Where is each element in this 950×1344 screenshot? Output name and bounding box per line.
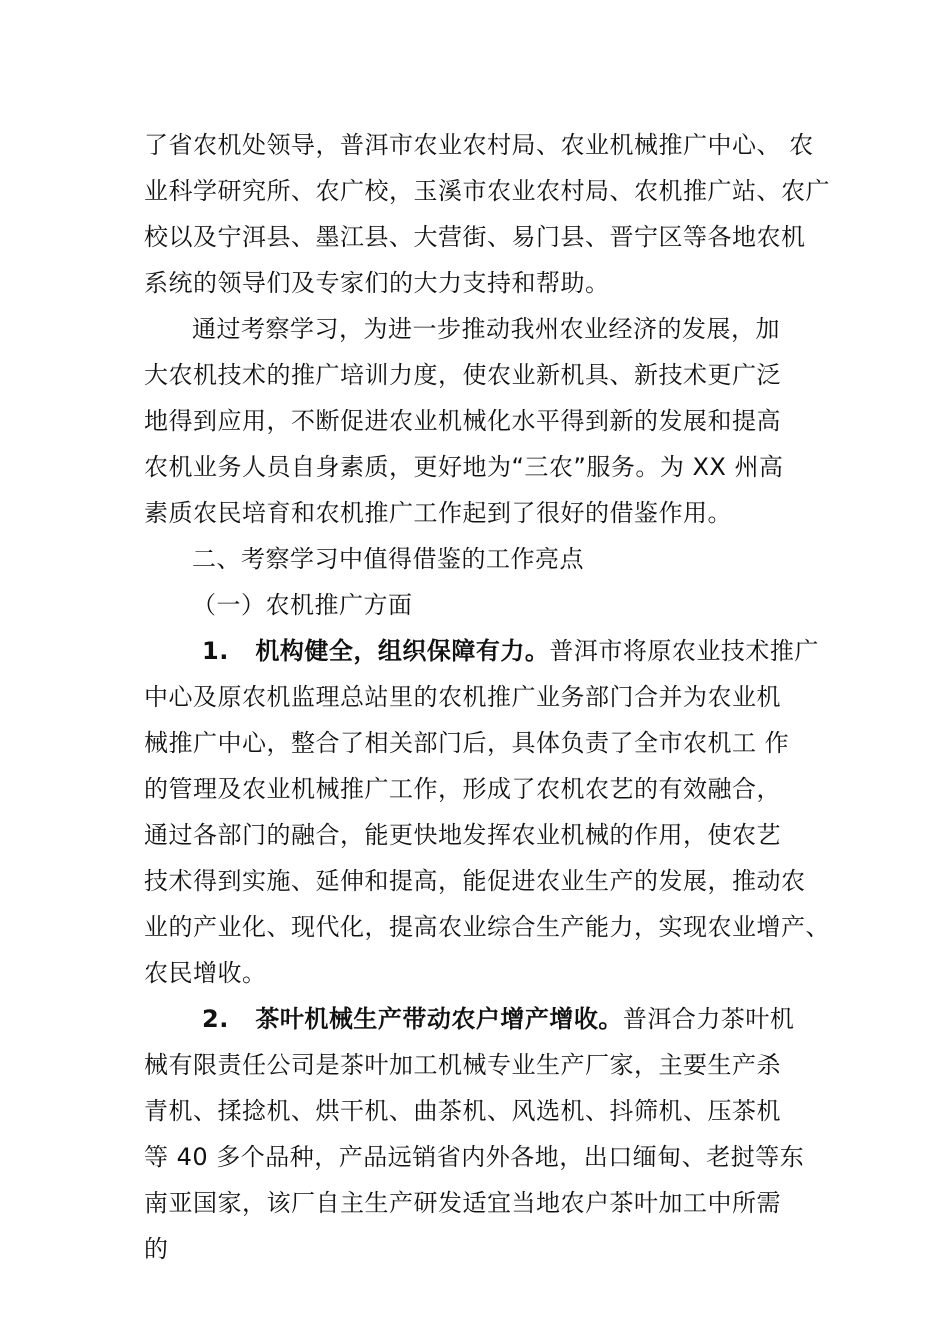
item-1-line: 业的产业化、现代化，提高农业综合生产能力，实现农业增产、 bbox=[144, 913, 830, 941]
item-1-line: 通过各部门的融合，能更快地发挥农业机械的作用，使农艺 bbox=[144, 821, 781, 849]
paragraph-1-line-3: 校以及宁洱县、墨江县、大营街、易门县、晋宁区等各地农机 bbox=[144, 223, 806, 251]
item-1-text-start: 普洱市将原农业技术推广 bbox=[549, 637, 819, 665]
paragraph-2-line-4: 农机业务人员自身素质，更好地为“三农”服务。为 XX 州高 bbox=[144, 453, 784, 481]
paragraph-1-line-1: 了省农机处领导，普洱市农业农村局、农业机械推广中心、 农 bbox=[144, 131, 814, 159]
item-1-first-line bbox=[202, 628, 819, 674]
item-1-line: 中心及原农机监理总站里的农机推广业务部门合并为农业机 bbox=[144, 683, 781, 711]
item-2-line: 南亚国家，该厂自主生产研发适宜当地农户茶叶加工中所需 bbox=[144, 1189, 781, 1217]
item-1-title: 1. 机构健全，组织保障有力。 bbox=[202, 637, 550, 665]
item-2-line: 等 40 多个品种，产品远销省内外各地，出口缅甸、老挝等东 bbox=[144, 1143, 805, 1171]
paragraph-2-line-3: 地得到应用，不断促进农业机械化水平得到新的发展和提高 bbox=[144, 407, 781, 435]
paragraph-1-line-4: 系统的领导们及专家们的大力支持和帮助。 bbox=[144, 269, 610, 297]
paragraph-2-line-2: 大农机技术的推广培训力度，使农业新机具、新技术更广泛 bbox=[144, 361, 781, 389]
item-1-line: 技术得到实施、延伸和提高，能促进农业生产的发展，推动农 bbox=[144, 867, 806, 895]
item-2-line: 械有限责任公司是茶叶加工机械专业生产厂家，主要生产杀 bbox=[144, 1051, 781, 1079]
item-2-first-line bbox=[202, 996, 794, 1042]
item-2-line: 青机、揉捻机、烘干机、曲茶机、风选机、抖筛机、压茶机 bbox=[144, 1097, 781, 1125]
item-1-line: 的管理及农业机械推广工作，形成了农机农艺的有效融合， bbox=[144, 775, 781, 803]
item-2-title: 2. 茶叶机械生产带动农户增产增收。 bbox=[202, 1005, 623, 1033]
section-heading: 二、考察学习中值得借鉴的工作亮点 bbox=[192, 545, 584, 573]
paragraph-2-line-1: 通过考察学习，为进一步推动我州农业经济的发展，加 bbox=[192, 315, 780, 343]
item-2-line: 的 bbox=[144, 1235, 169, 1263]
subsection-heading: （一）农机推广方面 bbox=[192, 591, 413, 619]
item-1-line: 农民增收。 bbox=[144, 959, 267, 987]
paragraph-1-line-2: 业科学研究所、农广校，玉溪市农业农村局、农机推广站、农广 bbox=[144, 177, 830, 205]
item-2-text-start: 普洱合力茶叶机 bbox=[622, 1005, 795, 1033]
paragraph-2-line-5: 素质农民培育和农机推广工作起到了很好的借鉴作用。 bbox=[144, 499, 732, 527]
item-1-line: 械推广中心，整合了相关部门后，具体负责了全市农机工 作 bbox=[144, 729, 790, 757]
